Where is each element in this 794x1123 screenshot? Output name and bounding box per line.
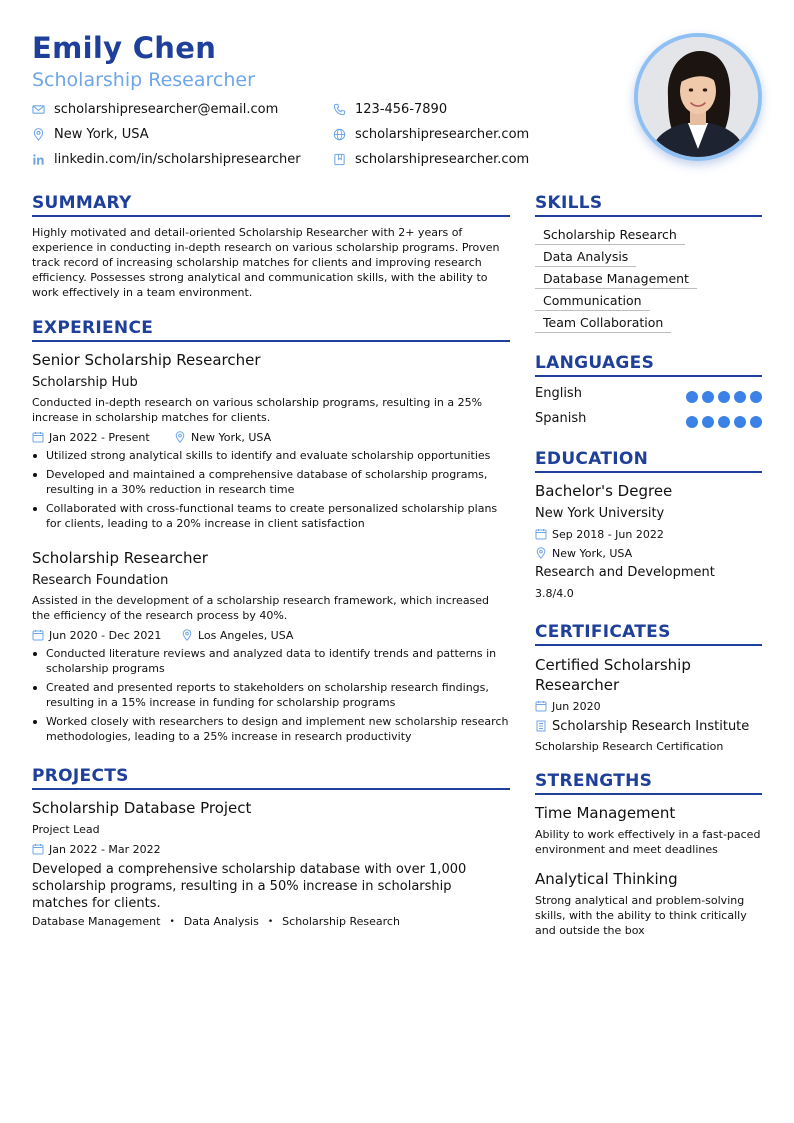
proficiency-dot [734,416,746,428]
proficiency-dot [750,416,762,428]
proficiency-dot [686,391,698,403]
calendar-icon [32,629,44,641]
job-bullet: Conducted literature reviews and analyzed data to identify trends and patterns in scholarship programs [32,646,510,676]
job-dates-text: Jan 2022 - Present [49,430,150,444]
certificate-date-text: Jun 2020 [552,699,601,713]
project-dates [32,841,161,857]
certificate-issuer [535,718,749,734]
projects-divider [32,788,510,790]
candidate-role: Scholarship Researcher [32,69,255,91]
project-role: Project Lead [32,823,100,836]
skills-divider [535,215,762,217]
education-school: New York University [535,506,665,521]
language-name: Spanish [535,411,587,426]
calendar-icon [535,528,547,540]
education-degree: Bachelor's Degree [535,482,673,500]
job-location [181,627,293,643]
linkedin-icon [32,153,45,166]
strength-description: Ability to work effectively in a fast-paced environment and meet deadlines [535,828,761,856]
education-dates-text: Sep 2018 - Jun 2022 [552,527,664,541]
institution-icon [535,720,547,732]
location-text: New York, USA [54,126,149,142]
summary-heading: SUMMARY [32,193,132,213]
skills-heading: SKILLS [535,193,603,213]
portfolio-contact[interactable] [333,149,529,169]
language-name: English [535,386,582,401]
proficiency-dot [718,391,730,403]
globe-icon [333,128,346,141]
proficiency-dot [750,391,762,403]
website-text: scholarshipresearcher.com [355,126,530,142]
certificate-date [535,698,601,714]
job-description: Assisted in the development of a scholarship research framework, which increased the efficiency of the research process by 40%. [32,594,490,622]
job-company: Scholarship Hub [32,375,138,390]
experience-divider [32,340,510,342]
proficiency-dot [718,416,730,428]
phone-contact[interactable] [333,99,447,119]
proficiency-dot [702,391,714,403]
job-dates-text: Jun 2020 - Dec 2021 [49,628,162,642]
job-location [174,429,271,445]
job-bullet: Worked closely with researchers to design and implement new scholarship research methodologies, leading to a 25% increase in research productivity [32,714,510,744]
job-description: Conducted in-depth research on various scholarship programs, resulting in a 25% increase in scholarship matches for clients. [32,396,483,424]
proficiency-dot [734,391,746,403]
language-level [686,416,762,428]
strengths-divider [535,793,762,795]
email-text: scholarshipresearcher@email.com [54,101,279,117]
education-location-text: New York, USA [552,546,633,560]
education-dates [535,526,664,542]
experience-heading: EXPERIENCE [32,318,154,338]
phone-text: 123-456-7890 [355,101,448,117]
profile-photo-frame [634,33,762,161]
email-contact[interactable] [32,99,278,119]
job-bullet: Developed and maintained a comprehensive database of scholarship programs, resulting in a 30% reduction in research time [32,467,510,497]
calendar-icon [32,431,44,443]
linkedin-text: linkedin.com/in/scholarshipresearcher [54,151,301,167]
project-description: Developed a comprehensive scholarship database with over 1,000 scholarship programs, resulting in a 50% increase in scholarship matches for clients. [32,862,467,911]
job-title: Scholarship Researcher [32,549,208,567]
location-contact [32,124,149,144]
job-bullet: Collaborated with cross-functional teams to create personalized scholarship plans for clients, leading to a 20% increase in client satisfaction [32,501,510,531]
education-divider [535,471,762,473]
job-dates [32,429,150,445]
skill-tag: Communication [535,292,650,311]
tag-separator: • [267,916,274,927]
linkedin-contact[interactable] [32,149,301,169]
location-pin-icon [535,547,547,559]
education-gpa: 3.8/4.0 [535,587,574,600]
job-bullet: Utilized strong analytical skills to identify and evaluate scholarship opportunities [32,448,510,463]
job-bullets [32,646,510,748]
job-dates [32,627,161,643]
proficiency-dot [702,416,714,428]
location-pin-icon [32,128,45,141]
certificates-divider [535,644,762,646]
strength-name: Analytical Thinking [535,870,678,888]
certificate-description: Scholarship Research Certification [535,740,724,753]
skill-tag: Data Analysis [535,248,636,267]
candidate-name: Emily Chen [32,31,217,65]
project-tags [32,915,400,928]
certificate-issuer-text: Scholarship Research Institute [552,718,750,734]
education-heading: EDUCATION [535,449,649,469]
job-location-text: Los Angeles, USA [198,628,294,642]
job-company: Research Foundation [32,573,169,588]
portfolio-text: scholarshipresearcher.com [355,151,530,167]
strength-name: Time Management [535,804,676,822]
job-location-text: New York, USA [191,430,272,444]
skill-tag: Scholarship Research [535,226,685,245]
location-pin-icon [181,629,193,641]
project-tag: Database Management [32,915,161,928]
project-tag: Data Analysis [183,915,259,928]
job-title: Senior Scholarship Researcher [32,351,261,369]
language-level [686,391,762,403]
bookmark-icon [333,153,346,166]
phone-icon [333,103,346,116]
summary-divider [32,215,510,217]
proficiency-dot [686,416,698,428]
skill-tag: Team Collaboration [535,314,671,333]
strength-description: Strong analytical and problem-solving skills, with the ability to think critically and outside the box [535,894,747,937]
education-field: Research and Development [535,565,715,580]
summary-text: Highly motivated and detail-oriented Scholarship Researcher with 2+ years of experience in conducting in-depth research on various scholarship programs. Proven track record of increasing scholarship matches for clients and improving research efficiency. Possesses strong analytical and communication skills, with the ability to work effectively in a team environment. [32,226,500,299]
project-tag: Scholarship Research [282,915,400,928]
project-dates-text: Jan 2022 - Mar 2022 [49,842,161,856]
tag-separator: • [169,916,175,927]
email-icon [32,103,45,116]
certificate-name: Certified Scholarship Researcher [535,656,691,694]
skill-tag: Database Management [535,270,697,289]
calendar-icon [535,700,547,712]
website-contact[interactable] [333,124,529,144]
education-location [535,545,632,561]
certificates-heading: CERTIFICATES [535,622,671,642]
project-name: Scholarship Database Project [32,799,252,817]
languages-divider [535,375,762,377]
strengths-heading: STRENGTHS [535,771,653,791]
location-pin-icon [174,431,186,443]
profile-photo [638,37,758,157]
projects-heading: PROJECTS [32,766,129,786]
job-bullet: Created and presented reports to stakeholders on scholarship research findings, resulting in a 15% increase in funding for scholarship programs [32,680,510,710]
languages-heading: LANGUAGES [535,353,655,373]
job-bullets [32,448,510,535]
calendar-icon [32,843,44,855]
